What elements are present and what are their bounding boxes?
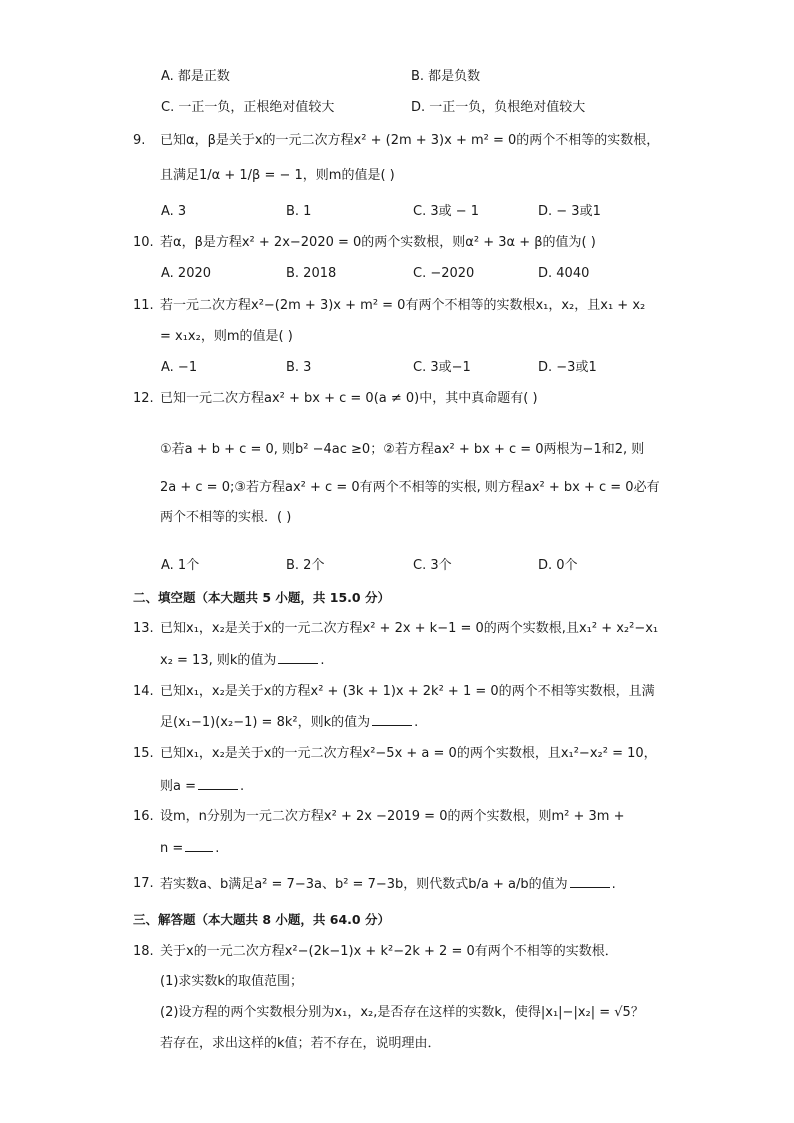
q11-stem-line2: = x₁x₂，则m的值是( ): [160, 329, 293, 344]
q13-period: .: [320, 653, 325, 668]
q18-part1: (1)求实数k的取值范围；: [160, 974, 303, 989]
q17-stem-text: 若实数a、b满足a² = 7−3a、b² = 7−3b，则代数式b/a + a/b的值为: [160, 877, 568, 892]
q12-option-c: C. 3个: [413, 558, 452, 573]
q11-option-d: D. −3或1: [538, 360, 597, 375]
q9-stem-line1: 已知α，β是关于x的一元二次方程x² + (2m + 3)x + m² = 0的两个不相等的实数根，: [160, 133, 660, 148]
q17-number: 17.: [133, 876, 154, 891]
q12-option-a: A. 1个: [161, 558, 200, 573]
q8-option-c: C. 一正一负，正根绝对值较大: [161, 100, 335, 115]
q8-option-b: B. 都是负数: [411, 69, 481, 84]
q10-option-a: A. 2020: [161, 266, 212, 281]
q14-stem-line2: [160, 713, 418, 732]
q14-period: .: [414, 715, 419, 730]
q9-option-b: B. 1: [286, 204, 312, 219]
q15-stem-line1: 已知x₁，x₂是关于x的一元二次方程x²−5x + a = 0的两个实数根，且x₁²−x₂² = 10，: [160, 746, 657, 761]
q12-statement-line3: 两个不相等的实根．( ): [160, 510, 292, 525]
q10-option-c: C. −2020: [413, 266, 475, 281]
q12-option-b: B. 2个: [286, 558, 325, 573]
q15-answer-blank: [198, 777, 238, 790]
q11-option-a: A. −1: [161, 360, 198, 375]
q16-number: 16.: [133, 809, 154, 824]
q8-option-a: A. 都是正数: [161, 69, 230, 84]
q13-stem-line2-text: x₂ = 13, 则k的值为: [160, 653, 277, 668]
q11-number: 11.: [133, 298, 154, 313]
q9-option-d: D. − 3或1: [538, 204, 601, 219]
q10-option-d: D. 4040: [538, 266, 590, 281]
q9-number: 9.: [133, 133, 146, 148]
q17-answer-blank: [570, 875, 610, 888]
q13-answer-blank: [278, 651, 318, 664]
q13-number: 13.: [133, 621, 154, 636]
q17-period: .: [611, 877, 616, 892]
q16-stem-line1: 设m，n分别为一元二次方程x² + 2x −2019 = 0的两个实数根，则m² + 3m +: [160, 809, 625, 824]
q15-stem-line2-text: 则a =: [160, 779, 196, 794]
q8-option-d: D. 一正一负，负根绝对值较大: [411, 100, 586, 115]
q10-stem: 若α，β是方程x² + 2x−2020 = 0的两个实数根，则α² + 3α + β的值为( ): [160, 235, 596, 250]
q12-stem: 已知一元二次方程ax² + bx + c = 0(a ≠ 0)中，其中真命题有( ): [160, 391, 538, 406]
q9-option-a: A. 3: [161, 204, 187, 219]
q18-part2-continued: 若存在，求出这样的k值；若不存在，说明理由．: [160, 1036, 441, 1051]
section-answer-heading: 三、解答题（本大题共 8 小题，共 64.0 分）: [133, 912, 390, 927]
q13-stem-line1: 已知x₁，x₂是关于x的一元二次方程x² + 2x + k−1 = 0的两个实数根,且x₁² + x₂²−x₁: [160, 621, 659, 636]
q12-number: 12.: [133, 391, 154, 406]
q16-period: .: [215, 841, 220, 856]
q14-stem-line1: 已知x₁，x₂是关于x的方程x² + (3k + 1)x + 2k² + 1 = 0的两个不相等实数根，且满: [160, 684, 655, 699]
q16-answer-blank: [185, 839, 213, 852]
q11-option-b: B. 3: [286, 360, 312, 375]
q15-period: .: [240, 779, 245, 794]
q16-stem-line2: [160, 839, 219, 858]
q16-stem-line2-text: n =: [160, 841, 184, 856]
q12-statement-line1: ①若a + b + c = 0, 则b² −4ac ≥0；②若方程ax² + bx + c = 0两根为−1和2, 则: [160, 442, 645, 457]
q11-stem-line1: 若一元二次方程x²−(2m + 3)x + m² = 0有两个不相等的实数根x₁，x₂，且x₁ + x₂: [160, 298, 646, 313]
q17-stem: [160, 875, 616, 894]
q15-number: 15.: [133, 746, 154, 761]
q9-option-c: C. 3或 − 1: [413, 204, 480, 219]
q11-option-c: C. 3或−1: [413, 360, 471, 375]
q15-stem-line2: [160, 777, 244, 796]
q14-answer-blank: [372, 713, 412, 726]
q12-option-d: D. 0个: [538, 558, 578, 573]
q10-option-b: B. 2018: [286, 266, 337, 281]
q14-stem-line2-text: 足(x₁−1)(x₂−1) = 8k²，则k的值为: [160, 715, 371, 730]
q13-stem-line2: [160, 651, 325, 670]
q9-stem-line2: 且满足1/α + 1/β = − 1，则m的值是( ): [160, 168, 395, 183]
q14-number: 14.: [133, 684, 154, 699]
q18-number: 18.: [133, 944, 154, 959]
section-fill-in-heading: 二、填空题（本大题共 5 小题，共 15.0 分）: [133, 590, 390, 605]
q18-part2: (2)设方程的两个实数根分别为x₁，x₂,是否存在这样的实数k，使得|x₁|−|x₂| = √5？: [160, 1005, 644, 1020]
q12-statement-line2: 2a + c = 0;③若方程ax² + c = 0有两个不相等的实根, 则方程ax² + bx + c = 0必有: [160, 480, 660, 495]
q10-number: 10.: [133, 235, 154, 250]
q18-stem: 关于x的一元二次方程x²−(2k−1)x + k²−2k + 2 = 0有两个不相等的实数根．: [160, 944, 618, 959]
